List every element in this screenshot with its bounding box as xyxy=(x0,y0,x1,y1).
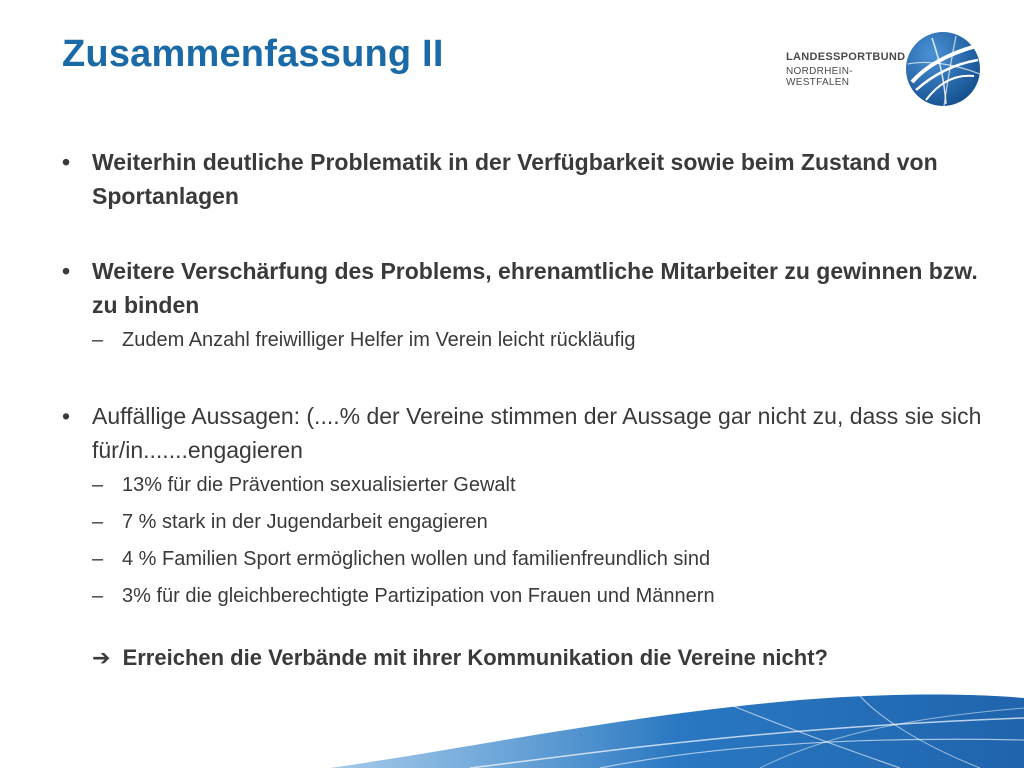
footer-wave-decoration xyxy=(0,678,1024,768)
slide-title: Zusammenfassung II xyxy=(62,33,444,75)
bullet-ehrenamt xyxy=(62,254,982,322)
landessportbund-globe-logo-icon xyxy=(904,30,982,108)
bullet-text: Auffällige Aussagen: (....% der Vereine stimmen der Aussage gar nicht zu, dass sie sich für/in.......engagieren xyxy=(92,403,982,463)
bullet-marker: • xyxy=(62,149,71,175)
bullet-marker: • xyxy=(62,258,71,284)
sub-bullet-familien xyxy=(62,541,982,578)
logo-line1: LANDESSPORTBUND xyxy=(786,51,906,63)
landessportbund-logo xyxy=(786,28,986,108)
sub-bullet-text: 13% für die Prävention sexualisierter Gewalt xyxy=(122,474,516,496)
bullet-text: Weiterhin deutliche Problematik in der Verfügbarkeit sowie beim Zustand von Sportanlagen xyxy=(92,149,938,209)
bullet-marker: • xyxy=(62,403,71,429)
sub-bullet-helfer xyxy=(62,322,982,359)
sub-bullet-text: Zudem Anzahl freiwilliger Helfer im Verein leicht rückläufig xyxy=(122,329,636,351)
right-arrow-icon: ➔ xyxy=(92,645,111,670)
bullet-aussagen xyxy=(62,399,982,467)
sub-bullet-jugendarbeit xyxy=(62,504,982,541)
logo-line2: NORDRHEIN-WESTFALEN xyxy=(786,66,853,88)
bullet-sportanlagen xyxy=(62,145,982,213)
sub-bullet-marker: – xyxy=(92,585,104,607)
sub-bullet-marker: – xyxy=(92,474,104,496)
sub-bullet-text: 7 % stark in der Jugendarbeit engagieren xyxy=(122,511,488,533)
slide-content xyxy=(62,145,982,675)
sub-bullet-marker: – xyxy=(92,548,104,570)
sub-bullet-marker: – xyxy=(92,511,104,533)
sub-bullet-text: 3% für die gleichberechtigte Partizipation von Frauen und Männern xyxy=(122,585,715,607)
sub-bullet-marker: – xyxy=(92,329,104,351)
logo-text xyxy=(786,51,906,88)
sub-bullet-partizipation xyxy=(62,578,982,615)
bullet-text: Weitere Verschärfung des Problems, ehrenamtliche Mitarbeiter zu gewinnen bzw. zu binden xyxy=(92,258,978,318)
conclusion-text: Erreichen die Verbände mit ihrer Kommunikation die Vereine nicht? xyxy=(122,645,828,670)
conclusion-statement xyxy=(62,641,982,675)
sub-bullet-praevention xyxy=(62,467,982,504)
sub-bullet-text: 4 % Familien Sport ermöglichen wollen und familienfreundlich sind xyxy=(122,548,711,570)
